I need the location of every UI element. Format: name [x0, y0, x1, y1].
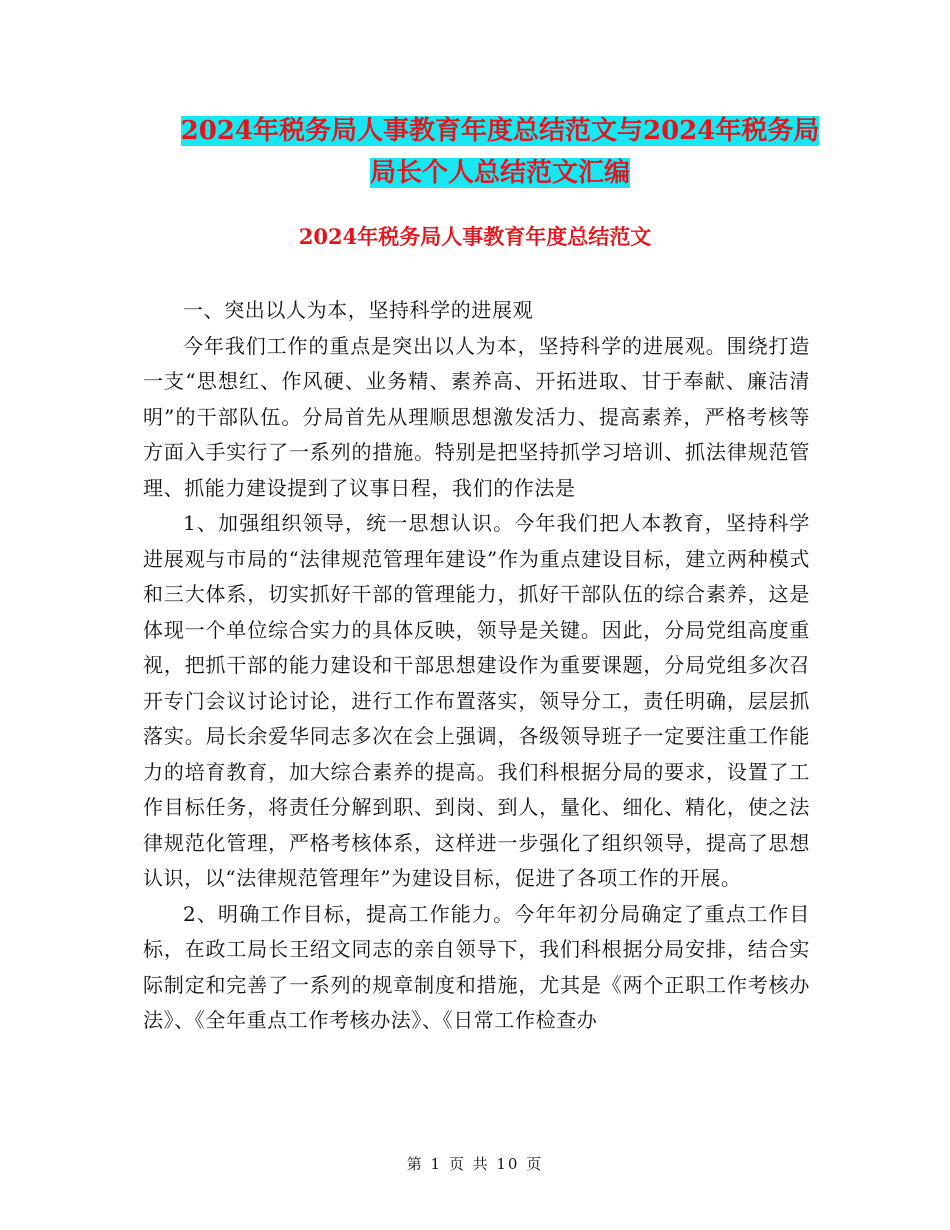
document-title [140, 110, 860, 194]
paragraph: 2、明确工作目标，提高工作能力。今年年初分局确定了重点工作目标，在政工局长王绍文同志的亲自领导下，我们科根据分局安排，结合实际制定和完善了一系列的规章制度和措施，尤其是《两个正职工作考核办法》、《全年重点工作考核办法》、《日常工作检查办 [143, 901, 810, 1032]
section-title: 2024年税务局人事教育年度总结范文 [298, 224, 652, 249]
page-footer: 第 1 页 共 10 页 [406, 1155, 544, 1173]
paragraph: 1、加强组织领导，统一思想认识。今年我们把人本教育，坚持科学进展观与市局的“法律规范管理年建设”作为重点建设目标，建立两种模式和三大体系，切实抓好干部的管理能力，抓好干部队伍的综合素养，这是体现一个单位综合实力的具体反映，领导是关键。因此，分局党组高度重视，把抓干部的能力建设和干部思想建设作为重要课题，分局党组多次召开专门会议讨论讨论，进行工作布置落实，领导分工，责任明确，层层抓落实。局长余爱华同志多次在会上强调，各级领导班子一定要注重工作能力的培育教育，加大综合素养的提高。我们科根据分局的要求，设置了工作目标任务，将责任分解到职、到岗、到人，量化、细化、精化，使之法律规范化管理，严格考核体系，这样进一步强化了组织领导，提高了思想认识，以“法律规范管理年”为建设目标，促进了各项工作的开展。 [143, 511, 810, 890]
paragraph: 今年我们工作的重点是突出以人为本，坚持科学的进展观。围绕打造一支“思想红、作风硬、业务精、素养高、开拓进取、甘于奉献、廉洁清明”的干部队伍。分局首先从理顺思想激发活力、提高素养，严格考核等方面入手实行了一系列的措施。特别是把坚持抓学习培训、抓法律规范管理、抓能力建设提到了议事日程，我们的作法是 [143, 333, 810, 500]
document-body [143, 293, 810, 1039]
paragraph-heading: 一、突出以人为本，坚持科学的进展观 [183, 298, 534, 322]
title-line-1: 2024年税务局人事教育年度总结范文与2024年税务局 [180, 116, 820, 146]
title-line-2: 局长个人总结范文汇编 [369, 158, 630, 188]
